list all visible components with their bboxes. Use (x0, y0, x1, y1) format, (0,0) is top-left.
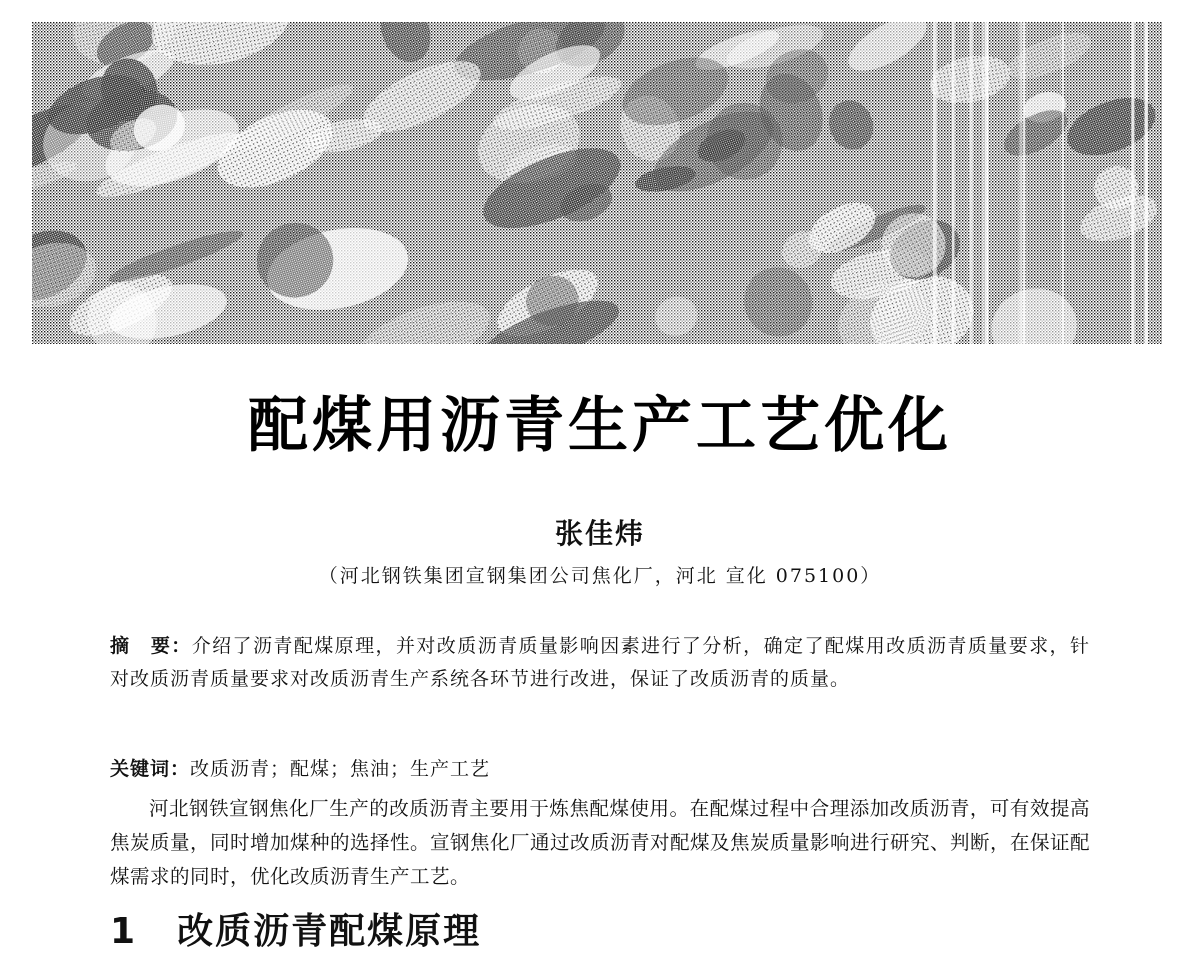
banner-texture-streak (952, 22, 955, 344)
banner-texture-streak (1023, 22, 1025, 344)
abstract-label: 摘 要： (110, 635, 192, 657)
decorative-banner-image (32, 22, 1162, 344)
banner-texture-streak (1019, 22, 1023, 344)
banner-texture-streak (1131, 22, 1134, 344)
banner-texture-streak (1145, 22, 1148, 344)
keywords-text: 改质沥青；配煤；焦油；生产工艺 (190, 758, 491, 780)
section-number: 1 (110, 911, 138, 952)
banner-texture-streak (969, 22, 972, 344)
intro-paragraph: 河北钢铁宣钢焦化厂生产的改质沥青主要用于炼焦配煤使用。在配煤过程中合理添加改质沥青，可有效提高焦炭质量，同时增加煤种的选择性。宣钢焦化厂通过改质沥青对配煤及焦炭质量影响进行研究、判断，在保证配煤需求的同时，优化改质沥青生产工艺。 (110, 797, 1091, 888)
keywords (110, 754, 1090, 784)
abstract (110, 630, 1090, 696)
author-affiliation: （河北钢铁集团宣钢集团公司焦化厂，河北 宣化 075100） (318, 565, 882, 587)
abstract-text: 介绍了沥青配煤原理，并对改质沥青质量影响因素进行了分析，确定了配煤用改质沥青质量要求，针对改质沥青质量要求对改质沥青生产系统各环节进行改进，保证了改质沥青的质量。 (110, 635, 1090, 690)
banner-texture-streak (933, 22, 937, 344)
section-heading-1 (110, 908, 481, 956)
section-title: 改质沥青配煤原理 (177, 911, 482, 952)
paper-title: 配煤用沥青生产工艺优化 (248, 391, 952, 461)
banner-texture-streak (1062, 22, 1064, 344)
author-name: 张佳炜 (554, 517, 645, 550)
keywords-label: 关键词： (110, 758, 191, 780)
banner-texture-streak (982, 22, 984, 344)
banner-texture-streak (985, 22, 988, 344)
